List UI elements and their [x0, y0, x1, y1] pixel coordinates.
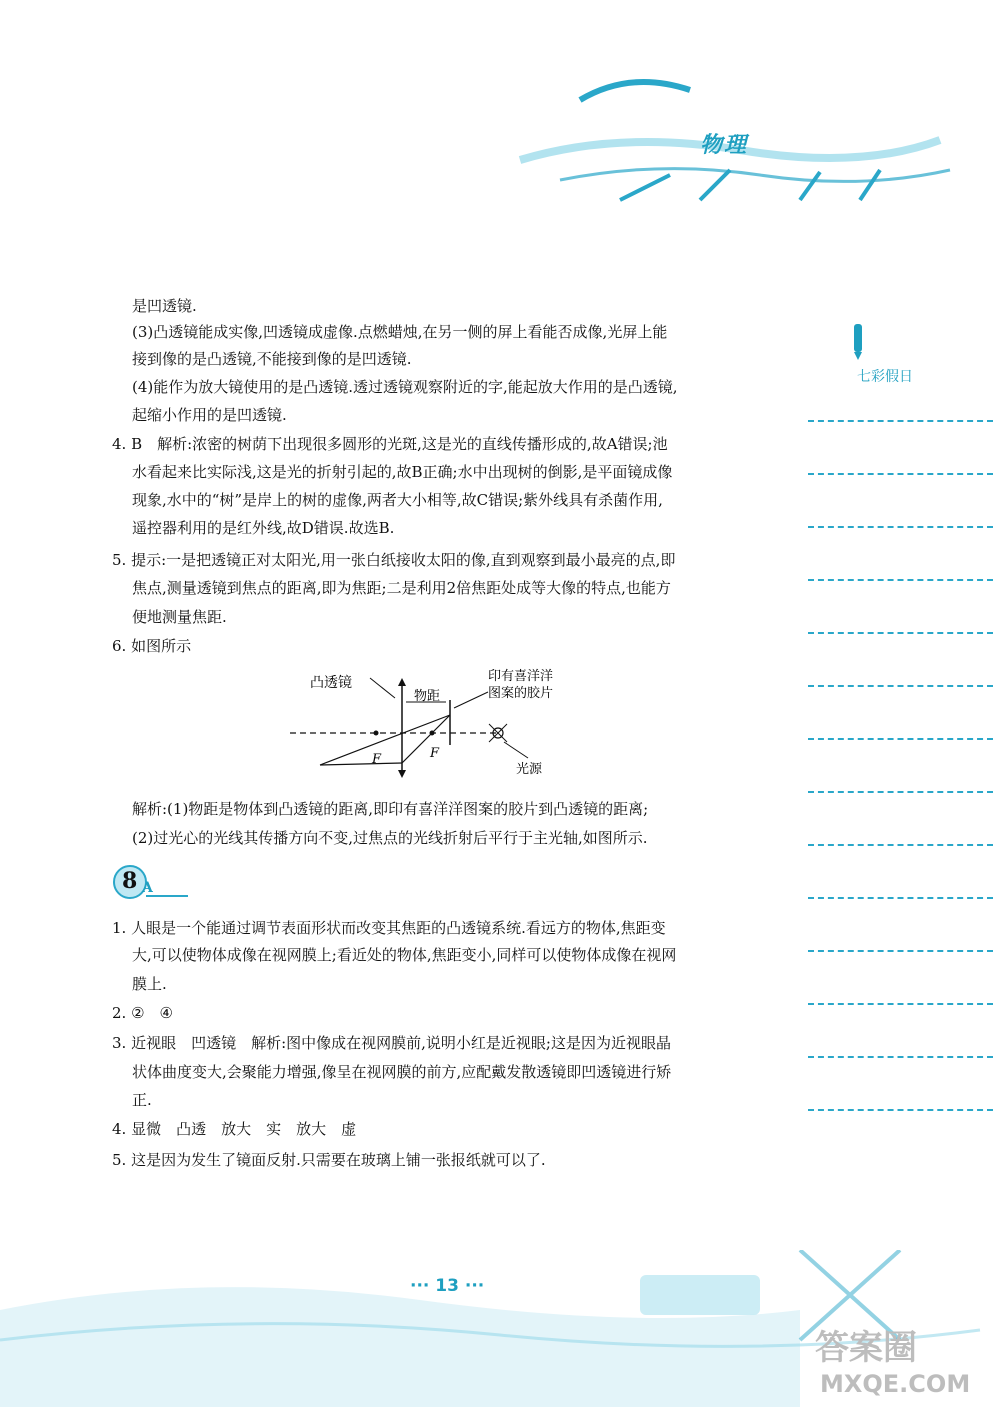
text-line: 1. 人眼是一个能通过调节表面形状而改变其焦距的凸透镜系统.看远方的物体,焦距变 — [112, 919, 666, 937]
lens-diagram — [280, 660, 580, 780]
subject-title: 物理 — [700, 133, 749, 158]
text-line: 起缩小作用的是凹透镜. — [132, 406, 287, 424]
label-focus-2: F — [430, 746, 440, 761]
section-badge — [112, 862, 192, 902]
label-film-2: 图案的胶片 — [488, 686, 554, 701]
text-line: 焦点,测量透镜到焦点的距离,即为焦距;二是利用2倍焦距处成等大像的特点,也能方 — [132, 579, 671, 597]
pen-icon — [846, 322, 870, 362]
label-lens: 凸透镜 — [310, 675, 352, 691]
text-line: 便地测量焦距. — [132, 608, 227, 626]
text-line: 是凹透镜. — [132, 297, 197, 315]
label-film-1: 印有喜洋洋 — [488, 669, 554, 684]
note-lines — [808, 420, 993, 1162]
text-line: 5. 提示:一是把透镜正对太阳光,用一张白纸接收太阳的像,直到观察到最小最亮的点,即 — [112, 551, 676, 569]
text-line: 正. — [132, 1091, 152, 1109]
text-line: 现象,水中的“树”是岸上的树的虚像,两者大小相等,故C错误;紫外线具有杀菌作用, — [132, 491, 663, 509]
text-line: 膜上. — [132, 975, 167, 993]
brand-label: 七彩假日 — [857, 369, 913, 385]
label-light-source: 光源 — [516, 762, 543, 777]
text-line: 4. 显微 凸透 放大 实 放大 虚 — [112, 1120, 357, 1138]
text-line: 3. 近视眼 凹透镜 解析:图中像成在视网膜前,说明小红是近视眼;这是因为近视眼晶 — [112, 1034, 671, 1052]
text-line: 6. 如图所示 — [112, 637, 192, 655]
text-line: 水看起来比实际浅,这是光的折射引起的,故B正确;水中出现树的倒影,是平面镜成像 — [132, 463, 673, 481]
page-number: ··· 13 ··· — [410, 1276, 485, 1296]
text-line: 4. B 解析:浓密的树荫下出现很多圆形的光斑,这是光的直线传播形成的,故A错误;池 — [112, 435, 668, 453]
text-line: 状体曲度变大,会聚能力增强,像呈在视网膜的前方,应配戴发散透镜即凹透镜进行矫 — [132, 1063, 672, 1081]
text-line: 2. ② ④ — [112, 1004, 173, 1022]
text-line: 接到像的是凸透镜,不能接到像的是凹透镜. — [132, 350, 412, 368]
text-line: (3)凸透镜能成实像,凹透镜成虚像.点燃蜡烛,在另一侧的屏上看能否成像,光屏上能 — [132, 323, 668, 341]
text-line: 大,可以使物体成像在视网膜上;看近处的物体,焦距变小,同样可以使物体成像在视网 — [132, 946, 677, 964]
watermark-logo: 答案圈 — [815, 1328, 917, 1368]
label-focus-1: F — [372, 752, 382, 767]
text-line: 遥控器利用的是红外线,故D错误.故选B. — [132, 519, 395, 537]
text-line: (4)能作为放大镜使用的是凸透镜.透过透镜观察附近的字,能起放大作用的是凸透镜, — [132, 378, 678, 396]
section-number: 8 — [122, 868, 138, 894]
section-letter: A — [142, 880, 153, 896]
text-line: 5. 这是因为发生了镜面反射.只需要在玻璃上铺一张报纸就可以了. — [112, 1151, 546, 1169]
analysis-line: 解析:(1)物距是物体到凸透镜的距离,即印有喜洋洋图案的胶片到凸透镜的距离; — [132, 800, 649, 818]
watermark-url: MXQE.COM — [820, 1370, 971, 1398]
label-object-distance: 物距 — [414, 689, 441, 704]
analysis-line: (2)过光心的光线其传播方向不变,过焦点的光线折射后平行于主光轴,如图所示. — [132, 829, 648, 847]
